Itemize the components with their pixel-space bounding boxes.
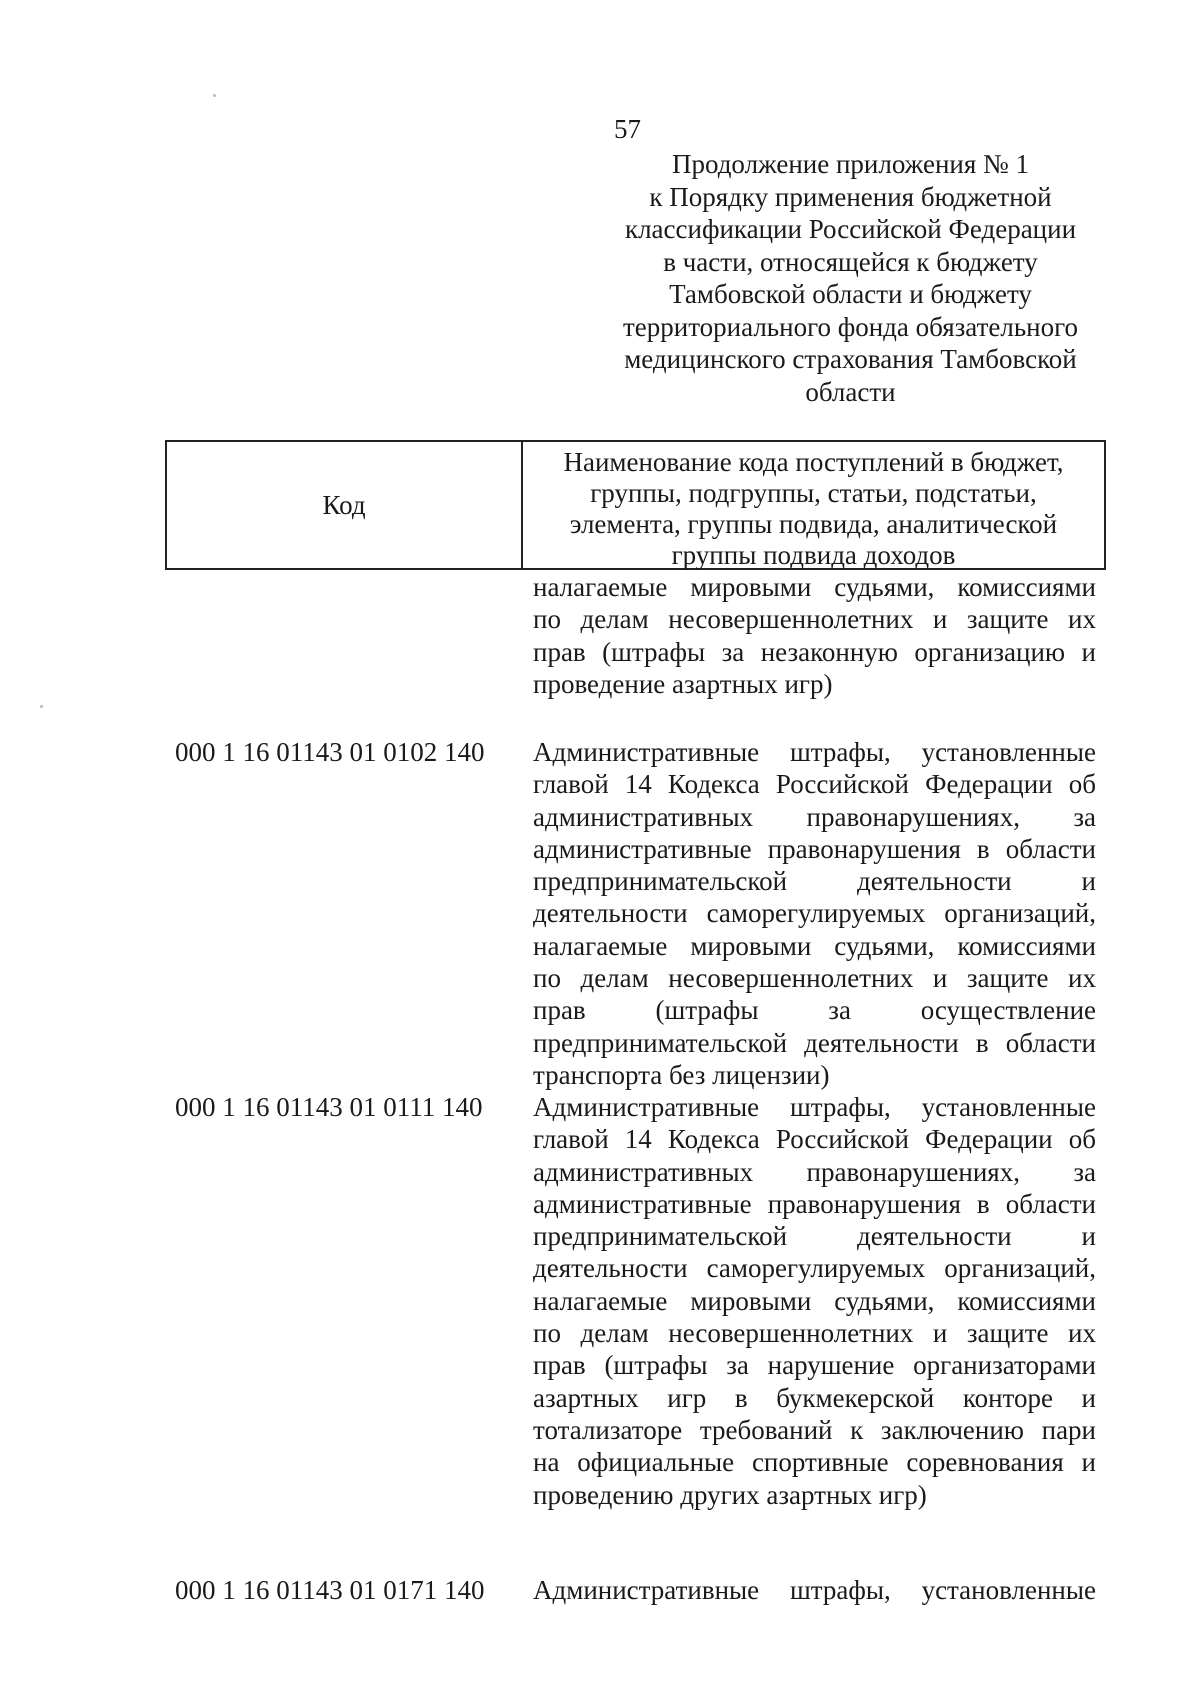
appendix-header xyxy=(598,148,1103,408)
header-line: в части, относящейся к бюджету xyxy=(663,246,1038,277)
description-line: деятельности саморегулируемых организаций, xyxy=(533,1253,1096,1284)
table-row-code: 000 1 16 01143 01 0102 140 xyxy=(175,737,485,767)
description-line: Административные штрафы, установленные xyxy=(533,1575,1096,1605)
description-line: проведению других азартных игр) xyxy=(533,1479,927,1510)
description-line: азартных игр в букмекерской конторе и xyxy=(533,1382,1096,1413)
table-row-code: 000 1 16 01143 01 0171 140 xyxy=(175,1575,485,1605)
description-line: прав (штрафы за осуществление xyxy=(533,995,1096,1026)
scan-speck xyxy=(40,705,43,708)
header-line: к Порядку применения бюджетной xyxy=(649,181,1052,212)
table-row-description xyxy=(533,571,1096,700)
description-line: по делам несовершеннолетних и защите их xyxy=(533,604,1096,635)
header-line: Продолжение приложения № 1 xyxy=(671,149,1030,179)
description-line: налагаемые мировыми судьями, комиссиями xyxy=(533,572,1096,602)
header-line: территориального фонда обязательного xyxy=(622,311,1078,342)
table-row-code: 000 1 16 01143 01 0111 140 xyxy=(175,1092,483,1122)
description-line: прав (штрафы за незаконную организацию и xyxy=(533,636,1096,667)
description-line: предпринимательской деятельности и xyxy=(533,1221,1096,1252)
description-line: предпринимательской деятельности и xyxy=(533,866,1096,897)
description-line: главой 14 Кодекса Российской Федерации об xyxy=(533,1124,1096,1155)
column-header-name-line: элемента, группы подвида, аналитической xyxy=(569,509,1058,539)
column-header-name xyxy=(523,442,1104,568)
description-line: деятельности саморегулируемых организаций, xyxy=(533,898,1096,929)
description-line: административные правонарушения в области xyxy=(533,1188,1096,1219)
table-row-description xyxy=(533,1574,1096,1606)
page-number: 57 xyxy=(614,114,641,144)
description-line: транспорта без лицензии) xyxy=(533,1059,830,1090)
description-line: административных правонарушениях, за xyxy=(533,1156,1096,1187)
table-row-description xyxy=(533,1091,1096,1511)
description-line: прав (штрафы за нарушение организаторами xyxy=(533,1350,1096,1381)
description-line: проведение азартных игр) xyxy=(533,668,833,699)
description-line: главой 14 Кодекса Российской Федерации об xyxy=(533,769,1096,800)
description-line: Административные штрафы, установленные xyxy=(533,1092,1096,1122)
description-line: налагаемые мировыми судьями, комиссиями xyxy=(533,930,1096,961)
description-line: Административные штрафы, установленные xyxy=(533,737,1096,767)
column-header-name-line: группы подвида доходов xyxy=(671,540,956,570)
description-line: на официальные спортивные соревнования и xyxy=(533,1447,1096,1478)
table-row-description xyxy=(533,736,1096,1091)
description-line: тотализаторе требований к заключению пари xyxy=(533,1414,1096,1445)
table-header xyxy=(165,440,1106,570)
description-line: предпринимательской деятельности в области xyxy=(533,1027,1096,1058)
column-header-code: Код xyxy=(167,442,523,568)
header-line: Тамбовской области и бюджету xyxy=(669,279,1032,309)
description-line: налагаемые мировыми судьями, комиссиями xyxy=(533,1285,1096,1316)
header-line: медицинского страхования Тамбовской xyxy=(624,344,1077,374)
description-line: по делам несовершеннолетних и защите их xyxy=(533,963,1096,994)
header-line: области xyxy=(805,376,896,407)
column-header-name-line: Наименование кода поступлений в бюджет, xyxy=(563,447,1064,477)
description-line: административных правонарушениях, за xyxy=(533,801,1096,832)
description-line: по делам несовершеннолетних и защите их xyxy=(533,1318,1096,1349)
description-line: административные правонарушения в области xyxy=(533,833,1096,864)
header-line: классификации Российской Федерации xyxy=(624,214,1077,244)
column-header-name-line: группы, подгруппы, статьи, подстатьи, xyxy=(590,478,1037,508)
scan-speck xyxy=(213,94,216,97)
